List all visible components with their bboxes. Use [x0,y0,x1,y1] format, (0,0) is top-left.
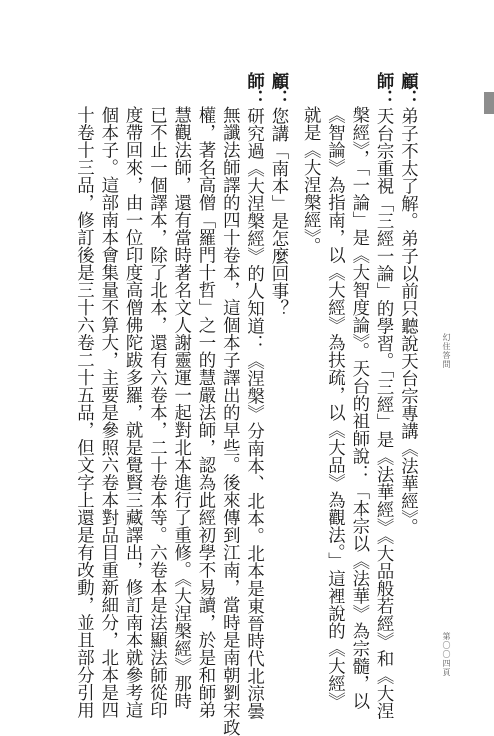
page-edge-tab [484,92,494,114]
column-text: 度帶回來，由一位印度高僧佛陀跋多羅，就是覺賢三藏譯出，修訂南本就參考這 [122,106,143,719]
text-column [196,106,213,719]
column-text: 弟子不太了解。弟子以前只聽說天台宗專講《法華經》。 [397,107,418,536]
column-text: 就是《大涅槃經》。 [300,106,321,255]
text-column [122,106,143,719]
page-number: 第〇〇四頁 [442,632,451,677]
text-column [373,72,394,720]
text-column [300,106,321,255]
column-text: 《智論》為指南，以《大經》為扶疏，以《大品》為觀法。」這裡說的《大經》 [324,106,345,710]
text-column [219,106,240,736]
text-column [170,106,191,710]
column-text: 您講「南本」是怎麼回事？ [267,107,288,317]
column-text: 權，著名高僧「羅門十哲」之一的慧嚴法師，認為此經初學不易讀，於是和師弟 [195,106,215,719]
text-column [243,72,264,720]
column-text: 研究過《大涅槃經》的人知道：《涅槃》分南本、北本。北本是東晉時代北涼曇 [243,107,264,720]
column-text: 天台宗重視「三經一論」的學習。「三經」是《法華經》《大品般若經》和《大涅 [373,107,394,720]
column-text: 槃經》，「一論」是《大智度論》。天台的祖師說：「本宗以《法華》為宗髓，以 [348,106,369,710]
speaker-label: 顧： [397,72,418,107]
text-column [97,106,118,719]
speaker-label: 師： [243,72,264,107]
column-text: 個本子。這部南本會集量不算大，主要是參照六卷本對品目重新細分，北本是四 [97,106,118,719]
running-header: 幻住答問 [442,333,451,369]
text-column [348,106,369,710]
speaker-label: 顧： [267,72,288,107]
column-text: 無讖法師譯的四十卷本，這個本子譯出的早些。後來傳到江南，當時是南朝劉宋政 [219,106,240,736]
text-column [146,106,167,719]
text-column [73,106,94,719]
column-text: 已不止一個譯本，除了北本，還有六卷本，二十卷本等。六卷本是法顯法師從印 [146,106,167,719]
column-text: 十卷十三品，修訂後是三十六卷二十五品，但文字上還是有改動，並且部分引用 [73,106,94,719]
speaker-label: 師： [373,72,394,107]
text-column [269,72,286,317]
column-text: 慧觀法師，還有當時著名文人謝靈運一起對北本進行了重修。《大涅槃經》那時 [170,106,191,710]
text-column [324,106,345,710]
text-column [397,72,418,536]
